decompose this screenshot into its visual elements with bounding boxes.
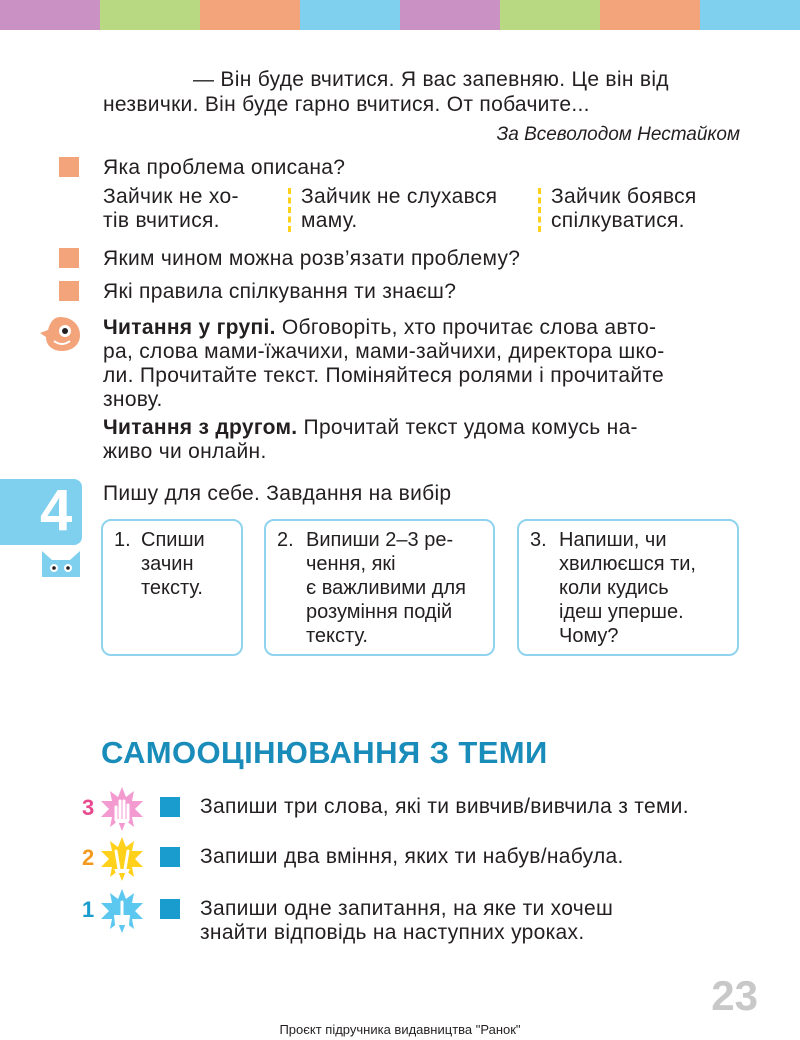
bullet-square xyxy=(59,248,79,268)
cat-icon xyxy=(38,547,84,579)
story-attribution: За Всеволодом Нестайком xyxy=(496,124,740,145)
task-card-2[interactable]: 2. Випиши 2–3 ре- чення, які є важливими для розуміння подій тексту. xyxy=(264,519,495,656)
bullet-square xyxy=(160,899,180,919)
group-reading-paragraph: Читання у групі. Обговоріть, хто прочитає слова авто- ра, слова мами-їжачихи, мами-зайчихи, директора шко- ли. Прочитайте текст. Поміняйтеся ролями і прочитайте знову. xyxy=(103,316,665,411)
self-assessment-item-3: Запиши три слова, які ти вивчив/вивчила з теми. xyxy=(200,795,689,818)
hand-two-fingers-icon xyxy=(99,836,145,882)
hand-one-finger-icon xyxy=(99,888,145,934)
stripe xyxy=(700,0,800,30)
answer-option-1[interactable]: Зайчик не хо- тів вчитися. xyxy=(103,185,239,232)
rating-level: 3 xyxy=(82,795,95,820)
bullet-square xyxy=(59,157,79,177)
option-separator xyxy=(288,188,291,232)
stripe xyxy=(200,0,300,30)
stripe xyxy=(400,0,500,30)
question-2: Яким чином можна розв’язати проблему? xyxy=(103,247,521,270)
self-assessment-item-1: Запиши одне запитання, на яке ти хочеш знайти відповідь на наступних уроках. xyxy=(200,897,614,944)
header-stripes xyxy=(0,0,800,30)
group-reading-title: Читання у групі. xyxy=(103,316,276,339)
story-line-1: — Він буде вчитися. Я вас запевняю. Це він від xyxy=(193,68,669,91)
page-number: 23 xyxy=(711,972,758,1019)
option-separator xyxy=(538,188,541,232)
section-number: 4 xyxy=(40,478,73,543)
hand-three-fingers-icon xyxy=(99,786,145,832)
stripe xyxy=(100,0,200,30)
stripe xyxy=(600,0,700,30)
answer-option-3[interactable]: Зайчик боявся спілкуватися. xyxy=(551,185,697,232)
bullet-square xyxy=(160,847,180,867)
self-assessment-title: САМООЦІНЮВАННЯ З ТЕМИ xyxy=(101,735,548,770)
bird-reading-icon xyxy=(40,313,84,353)
section-4-heading: Пишу для себе. Завдання на вибір xyxy=(103,482,452,505)
stripe xyxy=(0,0,100,30)
friend-reading-paragraph: Читання з другом. Прочитай текст удома комусь на- живо чи онлайн. xyxy=(103,416,638,463)
stripe xyxy=(500,0,600,30)
question-1: Яка проблема описана? xyxy=(103,156,346,179)
footer-text: Проєкт підручника видавництва "Ранок" xyxy=(279,1022,521,1037)
rating-level: 1 xyxy=(82,897,95,922)
answer-option-2[interactable]: Зайчик не слухався маму. xyxy=(301,185,498,232)
story-line-2: незвички. Він буде гарно вчитися. От побачите... xyxy=(103,93,590,116)
bullet-square xyxy=(59,281,79,301)
task-card-1[interactable]: 1. Спиши зачин тексту. xyxy=(101,519,243,656)
task-card-3[interactable]: 3. Напиши, чи хвилюєшся ти, коли кудись ідеш уперше. Чому? xyxy=(517,519,739,656)
rating-level: 2 xyxy=(82,845,95,870)
question-3: Які правила спілкування ти знаєш? xyxy=(103,280,457,303)
self-assessment-item-2: Запиши два вміння, яких ти набув/набула. xyxy=(200,845,624,868)
friend-reading-title: Читання з другом. xyxy=(103,416,298,439)
bullet-square xyxy=(160,797,180,817)
stripe xyxy=(300,0,400,30)
